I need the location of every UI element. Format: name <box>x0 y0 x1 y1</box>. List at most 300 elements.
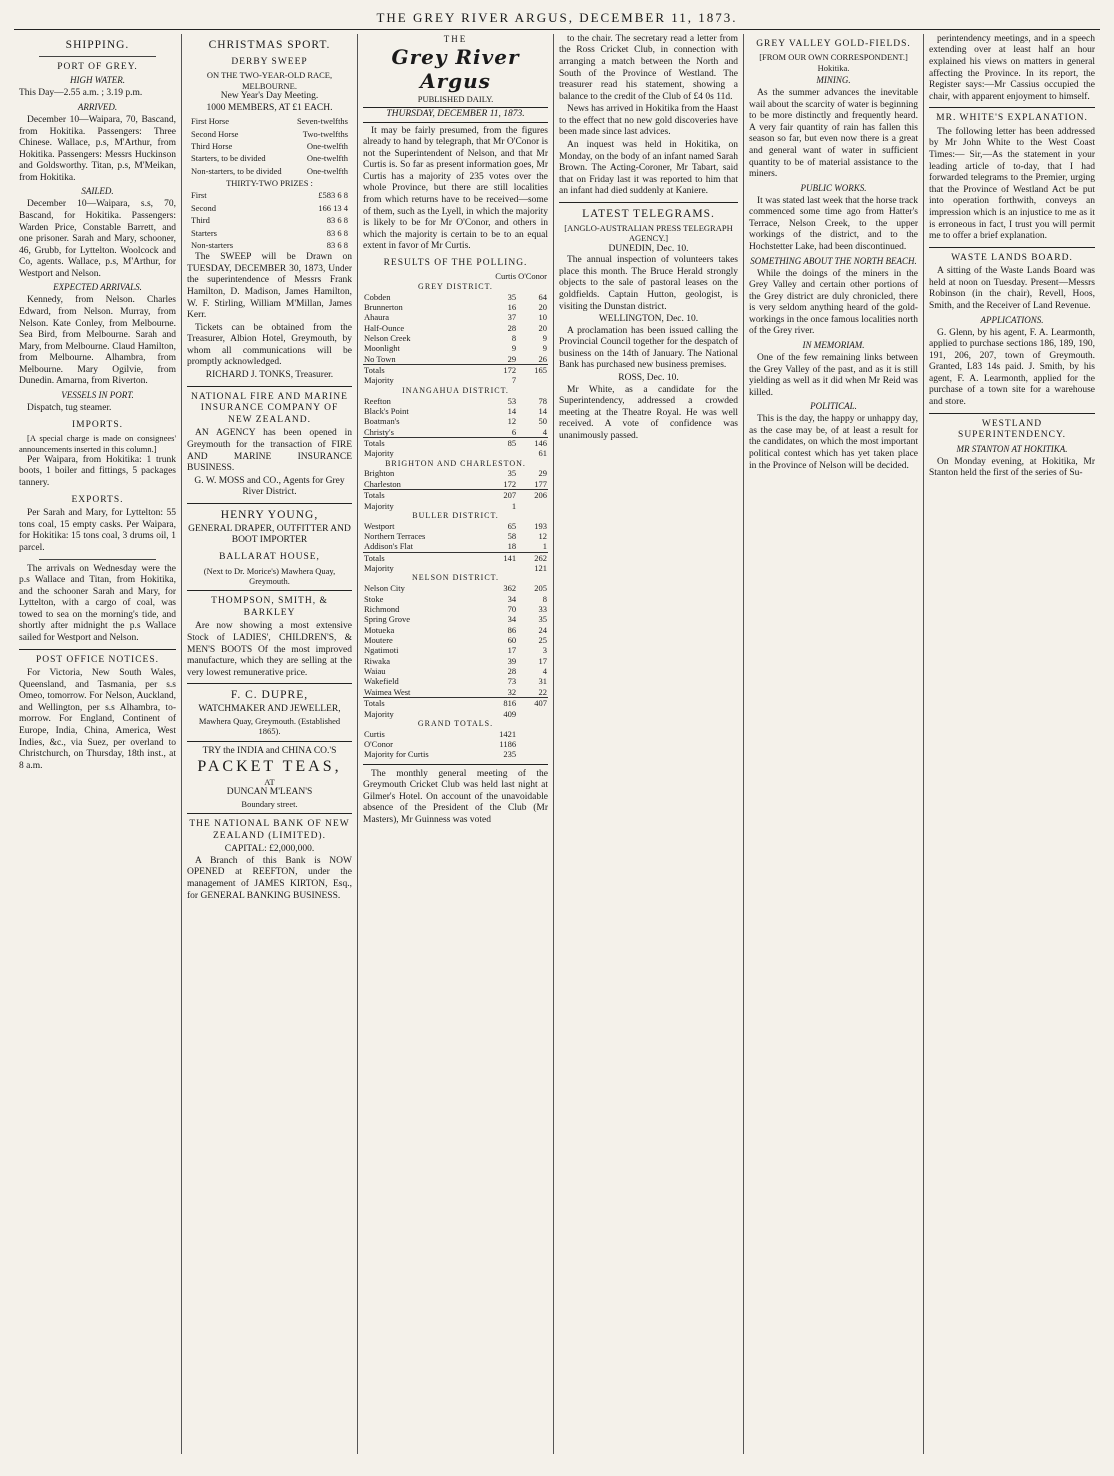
shipping-article: The arrivals on Wednesday were the p.s Wallace and Titan, from Hokitika, and the schooner Sarah and Mary, for Lyttelton, with a cargo of coal, was towed to sea on the morning's tide, and shortly after midnight the p.s Wallace sailed for Westport and Nelson. <box>19 563 176 643</box>
insurance-signature: G. W. MOSS and CO., Agents for Grey River District. <box>194 475 345 498</box>
imports-text: Per Waipara, from Hokitika: 1 trunk boots, 1 boiler and fittings, 5 packages tannery. <box>19 454 176 489</box>
results-place: No Town <box>364 353 396 364</box>
results-place: Richmond <box>364 603 400 614</box>
results-place: Totals <box>363 438 487 449</box>
sweep-text: The SWEEP will be Drawn on TUESDAY, DECEMBER 30, 1873, Under the superintendence of Messrs Frank Hamilton, D. Madison, James Hamilton, W. F. Stirling, William M'Millan, James Kerr. <box>187 252 352 321</box>
memoriam-text: One of the few remaining links between the Grey Valley of the past, and as it is still yielding as well as it did when Mr Reid was killed. <box>749 353 918 398</box>
high-water-heading: HIGH WATER. <box>69 75 126 86</box>
dupre-subheading: WATCHMAKER AND JEWELLER, <box>198 704 341 715</box>
results-value: 14 <box>507 405 517 416</box>
results-value: 31 <box>538 676 547 687</box>
results-value: 32 <box>507 686 517 697</box>
results-value: 53 <box>507 395 517 406</box>
telegrams-subheading: [ANGLO-AUSTRALIAN PRESS TELEGRAPH AGENCY.] <box>564 222 733 244</box>
superintendency-continued: perintendency meetings, and in a speech extending over at least half an hour explained his views on matters in general affecting the Province. In its report, the Register says:—Mr Cassius occupied the chair, with apparent enjoyment to himself. <box>929 33 1095 102</box>
arrived-heading: ARRIVED. <box>77 102 118 112</box>
results-table <box>363 271 548 759</box>
young-house: BALLARAT HOUSE, <box>219 552 320 563</box>
results-value: 172 <box>503 478 517 489</box>
results-place: Black's Point <box>364 405 409 416</box>
prize-row: Starters, to be divided One-twelfth <box>191 153 348 164</box>
ross-text: Mr White, as a candidate for the Superintendency, addressed a crowded meeting at the Theatre Royal. He was well received. A vote of confidence was unanimously passed. <box>559 384 738 441</box>
vessels-text: Dispatch, tug steamer. <box>27 403 112 414</box>
results-value: 17 <box>507 645 517 656</box>
tea-headline: PACKET TEAS, <box>197 758 342 776</box>
leader-date: THURSDAY, DECEMBER 11, 1873. <box>363 107 548 123</box>
results-value: 58 <box>507 531 517 542</box>
sweep-text-2: Tickets can be obtained from the Treasurer, Albion Hotel, Greymouth, by whom all communications will be promptly acknowledged. <box>187 322 352 368</box>
results-value: 85 <box>487 438 517 449</box>
port-heading: PORT OF GREY. <box>57 61 138 72</box>
results-place: Brunnerton <box>364 301 403 312</box>
results-row <box>363 563 548 573</box>
results-value <box>517 739 548 749</box>
results-row <box>363 698 548 709</box>
results-value: 193 <box>534 520 547 531</box>
results-value <box>487 448 517 458</box>
results-place: Northern Terraces <box>364 531 426 542</box>
results-value: 12 <box>507 416 517 427</box>
divider <box>39 56 156 57</box>
results-value: 207 <box>487 490 517 501</box>
results-row <box>363 614 548 624</box>
results-row <box>363 375 548 385</box>
derby-heading: DERBY SWEEP <box>231 56 308 67</box>
results-row <box>363 406 548 416</box>
results-value: 1 <box>511 500 517 511</box>
results-place: Charleston <box>364 478 401 489</box>
wellington-text: A proclamation has been issued calling the Provincial Council together for the despatch of business on the 14th of January. The National Bank has purchased new business premises. <box>559 325 738 371</box>
prize-row: Second 166 13 4 <box>191 202 348 213</box>
results-row <box>363 396 548 406</box>
north-beach-heading: SOMETHING ABOUT THE NORTH BEACH. <box>750 255 917 266</box>
results-row <box>363 312 548 322</box>
results-value: 362 <box>503 583 517 594</box>
results-row <box>363 666 548 676</box>
ross-dateline: ROSS, Dec. 10. <box>618 373 679 384</box>
goldfields-dateline: Hokitika. <box>817 62 850 73</box>
results-value: 4 <box>542 666 547 677</box>
results-place: Reefton <box>364 395 391 406</box>
waste-lands-text: A sitting of the Waste Lands Board was held at noon on Tuesday. Present—Messrs Robinson (in the chair), Revell, Hoos, Smith, and the Receiver of Land Revenue. <box>929 266 1095 311</box>
results-row <box>363 531 548 541</box>
prize-row: Non-starters, to be divided One-twelfth <box>191 165 348 176</box>
results-place: Addison's Flat <box>364 541 413 552</box>
results-value: 14 <box>538 405 547 416</box>
applications-heading: APPLICATIONS. <box>980 314 1044 325</box>
results-value: 205 <box>534 583 547 594</box>
results-value: 34 <box>507 593 517 604</box>
results-place: Brighton <box>364 468 395 479</box>
results-row <box>363 333 548 343</box>
results-value: 177 <box>534 478 547 489</box>
political-text: This is the day, the happy or unhappy day, as the case may be, of at least a result for the candidates, on which the most important political contest which has yet taken place in the Province of Nelson will be decided. <box>749 414 918 471</box>
results-value: 9 <box>511 343 517 354</box>
derby-members: 1000 MEMBERS, AT £1 EACH. <box>206 102 333 113</box>
results-value: 73 <box>507 676 517 687</box>
results-value: 816 <box>487 698 517 709</box>
results-place: Ahaura <box>364 312 390 323</box>
results-place: Christy's <box>364 426 394 437</box>
results-value: 20 <box>538 301 547 312</box>
goldfields-subheading: [FROM OUR OWN CORRESPONDENT.] <box>759 52 908 63</box>
results-place: O'Conor <box>364 739 393 749</box>
results-group-label: NELSON DISTRICT. <box>412 573 499 583</box>
results-value: 141 <box>487 552 517 563</box>
results-value <box>517 375 548 385</box>
page-header: THE GREY RIVER ARGUS, DECEMBER 11, 1873. <box>14 10 1100 30</box>
results-value: 29 <box>538 468 547 479</box>
cricket-continued: to the chair. The secretary read a letter from the Ross Cricket Club, in connection with arranging a match between the North and South of the Province of Westland. The treasurer read his statement, showing a balance to the credit of the Club of £4 0s 11d. <box>559 33 738 102</box>
dupre-address: Mawhera Quay, Greymouth. (Established 1865). <box>198 715 341 737</box>
results-value: 10 <box>538 312 547 323</box>
results-value: 28 <box>507 666 517 677</box>
results-group-label: BULLER DISTRICT. <box>412 510 499 520</box>
results-place: Spring Grove <box>364 614 411 625</box>
tea-at: AT <box>264 776 275 787</box>
dunedin-dateline: DUNEDIN, Dec. 10. <box>608 243 689 254</box>
results-value: 1186 <box>499 739 517 749</box>
results-value: 7 <box>511 375 517 386</box>
masthead-the: THE <box>443 33 468 44</box>
divider <box>929 107 1095 108</box>
masthead-published: PUBLISHED DAILY. <box>417 93 494 104</box>
results-value <box>517 709 548 719</box>
divider <box>39 559 156 560</box>
results-row <box>363 490 548 501</box>
results-row <box>363 365 548 376</box>
results-value: 146 <box>517 438 548 449</box>
column-2 <box>182 34 358 1454</box>
results-group-label: GRAND TOTALS. <box>417 718 494 728</box>
haast-news: News has arrived in Hokitika from the Haast to the effect that no new gold discoveries have been made since last advices. <box>559 104 738 138</box>
dupre-heading: F. C. DUPRE, <box>230 689 309 702</box>
results-value: 24 <box>538 624 547 635</box>
divider <box>363 764 548 765</box>
telegrams-heading: LATEST TELEGRAMS. <box>582 207 715 220</box>
tea-address: Boundary street. <box>241 798 298 809</box>
results-row <box>363 594 548 604</box>
exports-text: Per Sarah and Mary, for Lyttelton: 55 tons coal, 15 empty casks. Per Waipara, for Hokitika: 15 tons coal, 3 drums oil, 1 parcel. <box>19 508 176 553</box>
stanton-text: On Monday evening, at Hokitika, Mr Stanton held the first of the series of Su- <box>929 456 1095 479</box>
results-row <box>363 343 548 353</box>
divider <box>187 813 352 814</box>
column-5 <box>744 34 924 1454</box>
results-place: Majority for Curtis <box>364 749 429 760</box>
results-value: 409 <box>503 708 517 719</box>
results-place: Majority <box>364 448 394 459</box>
results-value: 28 <box>507 322 517 333</box>
prize-row: Third Horse One-twelfth <box>191 141 348 152</box>
results-row <box>363 645 548 655</box>
results-place: Nelson City <box>364 583 405 594</box>
superintendency-heading: WESTLAND SUPERINTENDENCY. <box>958 418 1066 441</box>
memoriam-heading: IN MEMORIAM. <box>802 340 865 351</box>
results-value: 6 <box>511 426 517 437</box>
applications-text: G. Glenn, by his agent, F. A. Learmonth, applied to purchase sections 186, 189, 190, 191, 206, 207, town of Greymouth. Granted, L83 14s paid. J. Smith, by his agent, F. A. Learmonth, applied for the purchase of a town site for a warehouse and store. <box>929 327 1095 408</box>
masthead-title: Grey River Argus <box>391 44 520 94</box>
results-row <box>363 729 548 739</box>
public-works-heading: PUBLIC WORKS. <box>800 182 867 193</box>
results-row <box>363 292 548 302</box>
high-water-text: This Day—2.55 a.m. ; 3.19 p.m. <box>19 88 143 99</box>
results-place: Totals <box>363 365 487 376</box>
results-place: Wakefield <box>364 676 399 687</box>
tea-line: TRY the INDIA and CHINA CO.'S <box>202 745 337 756</box>
results-value: 39 <box>507 655 517 666</box>
results-row <box>363 604 548 614</box>
results-value: 35 <box>538 614 547 625</box>
results-value: 8 <box>542 593 547 604</box>
results-place: Half-Ounce <box>364 322 405 333</box>
divider <box>187 590 352 591</box>
results-value: 60 <box>507 635 517 646</box>
white-explanation-heading: MR. WHITE'S EXPLANATION. <box>936 113 1088 124</box>
young-address: (Next to Dr. Morice's) Mawhera Quay, Greymouth. <box>203 565 336 586</box>
results-row <box>363 583 548 593</box>
results-value <box>517 501 548 511</box>
results-value: 16 <box>507 301 517 312</box>
arrived-text: December 10—Waipara, 70, Bascand, from Hokitika. Passengers: Three Chinese. Wallace, p.s, M'Arthur, from Hokitika. Passengers: Messrs Huckinson and Goldsworthy. Titan, p.s, M'Meikan, from Hokitika. <box>19 114 176 183</box>
results-place: Ngatimoti <box>364 645 399 656</box>
results-value: 172 <box>487 365 517 376</box>
white-explanation-text: The following letter has been addressed by Mr John White to the West Coast Times:— Sir,—As the statement in your leading article of to-day, that I had forwarded telegrams to the Premier, urging that the Province of Westland Act be put into operation forthwith, conveys an impression which is an injustice to me as it is erroneous in fact, I trust you will permit me to offer a brief explanation. <box>929 126 1095 242</box>
results-group-label: GREY DISTRICT. <box>418 281 493 291</box>
results-value: 65 <box>507 520 517 531</box>
results-row <box>363 323 548 333</box>
column-1 <box>14 34 182 1454</box>
thirty-two-prizes-heading: THIRTY-TWO PRIZES : <box>226 178 313 189</box>
results-value: 206 <box>517 490 548 501</box>
exports-heading: EXPORTS. <box>71 494 124 505</box>
results-value: 37 <box>507 312 517 323</box>
prize-row: Non-starters 83 6 8 <box>191 239 348 250</box>
results-group-row <box>363 511 548 521</box>
results-value: 61 <box>538 448 547 459</box>
results-value <box>517 749 548 759</box>
results-col-oconor: O'Conor <box>518 271 547 282</box>
sport-heading: CHRISTMAS SPORT. <box>208 38 331 51</box>
results-row <box>363 656 548 666</box>
results-value: 22 <box>538 686 547 697</box>
post-office-text: For Victoria, New South Wales, Queensland, and Tasmania, per s.s Omeo, tomorrow. For Nelson, Auckland, and Wellington, per s.s Alhambra, to-morrow. For England, Continent of Europe, India, China, America, West Indies, &c., via Suez, per overland to Christchurch, on Thursday, 18th inst., at 8 a.m. <box>19 668 176 771</box>
mining-heading: MINING. <box>816 75 851 86</box>
results-group-label: BRIGHTON AND CHARLESTON. <box>385 458 526 468</box>
young-subheading: GENERAL DRAPER, OUTFITTER AND BOOT IMPORTER <box>188 523 351 546</box>
results-value: 262 <box>517 552 548 563</box>
results-value: 26 <box>538 353 547 364</box>
column-6 <box>924 34 1100 1454</box>
results-place: Moonlight <box>364 343 400 354</box>
results-col-curtis: Curtis <box>495 271 517 282</box>
results-place: Curtis <box>364 728 385 739</box>
results-value: 50 <box>538 416 547 427</box>
results-place: Totals <box>363 552 487 563</box>
results-value: 165 <box>517 365 548 376</box>
results-row <box>363 625 548 635</box>
tsb-text: Are now showing a most extensive Stock of LADIES', CHILDREN'S, & MEN'S BOOTS Of the most improved manufacture, which they are selling at the very lowest remunerative price. <box>187 621 352 678</box>
results-place: Waiau <box>364 666 386 677</box>
results-value <box>487 563 517 573</box>
results-group-row <box>363 386 548 396</box>
results-row <box>363 709 548 719</box>
sailed-heading: SAILED. <box>81 186 114 197</box>
results-group-row <box>363 719 548 729</box>
results-place: Nelson Creek <box>364 333 411 344</box>
wellington-dateline: WELLINGTON, Dec. 10. <box>598 314 699 325</box>
divider <box>19 649 176 650</box>
results-row <box>363 501 548 511</box>
shipping-heading: SHIPPING. <box>65 38 130 51</box>
results-place: Totals <box>363 490 487 501</box>
divider <box>929 413 1095 414</box>
results-place: Westport <box>364 520 395 531</box>
results-value: 12 <box>538 531 547 542</box>
results-value: 9 <box>542 333 547 344</box>
columns <box>14 34 1100 1454</box>
results-header-row <box>363 271 548 281</box>
results-value: 3 <box>542 645 547 656</box>
results-place: Stoke <box>364 593 384 604</box>
north-beach-text: While the doings of the miners in the Grey Valley and certain other portions of the Grey district are duly chronicled, there is very seldom anything heard of the gold-workings in the once famous localities north of the Grey river. <box>749 268 918 337</box>
results-row <box>363 416 548 426</box>
results-value: 407 <box>517 698 548 709</box>
results-row <box>363 749 548 759</box>
tea-shop: DUNCAN M'LEAN'S <box>226 787 313 798</box>
results-value: 29 <box>507 353 517 364</box>
results-value: 121 <box>534 563 547 574</box>
imports-heading: IMPORTS. <box>72 419 123 430</box>
derby-subheading: ON THE TWO-YEAR-OLD RACE, MELBOURNE. <box>206 70 333 91</box>
stanton-heading: MR STANTON AT HOKITIKA. <box>956 443 1068 454</box>
results-heading: RESULTS OF THE POLLING. <box>383 257 528 268</box>
results-place: Boatman's <box>364 416 400 427</box>
divider <box>559 202 738 203</box>
results-place: Waimea West <box>364 686 411 697</box>
results-value: 17 <box>538 655 547 666</box>
results-value: 4 <box>542 426 547 437</box>
tsb-heading: THOMPSON, SMITH, & BARKLEY <box>211 596 328 618</box>
results-value: 18 <box>507 541 517 552</box>
results-row <box>363 687 548 698</box>
divider <box>187 741 352 742</box>
results-value: 35 <box>507 291 517 302</box>
results-value: 35 <box>507 468 517 479</box>
prize-row: Second Horse Two-twelfths <box>191 128 348 139</box>
leader-text: It may be fairly presumed, from the figures already to hand by telegraph, that Mr O'Conor is not the Superintendent of Nelson, and that Mr Curtis is. So far as present information goes, Mr Curtis has a majority of 235 votes over the whole Province, but there are still localities from which returns have to be received—some of them, such as the Lyell, in which the majority is likely to be for Mr O'Conor, and others in which the majority is certain to be to an equal extent in favor of Mr Curtis. <box>363 125 548 252</box>
results-row <box>363 521 548 531</box>
prize-row: Third 83 6 8 <box>191 215 348 226</box>
mining-text: As the summer advances the inevitable wail about the scarcity of water is beginning to be more distinctly and frequently heard. A very fair quantity of rain has fallen this season so far, but even now there is a great and general want of water in sufficient quantity to be of material assistance to the miners. <box>749 88 918 180</box>
results-row <box>363 302 548 312</box>
young-heading: HENRY YOUNG, <box>220 508 319 521</box>
results-value: 64 <box>538 291 547 302</box>
bank-heading: THE NATIONAL BANK OF NEW ZEALAND (LIMITED). <box>189 819 350 841</box>
results-row <box>363 427 548 438</box>
column-3 <box>358 34 554 1454</box>
results-row <box>363 479 548 490</box>
results-row <box>363 448 548 458</box>
results-group-row <box>363 573 548 583</box>
results-row <box>363 354 548 365</box>
results-group-label: INANGAHUA DISTRICT. <box>402 385 509 395</box>
results-place: Riwaka <box>364 655 390 666</box>
results-value <box>517 729 548 739</box>
results-value: 1 <box>542 541 547 552</box>
results-value: 20 <box>538 322 547 333</box>
insurance-heading: NATIONAL FIRE AND MARINE INSURANCE COMPANY OF NEW ZEALAND. <box>191 391 348 425</box>
results-value: 25 <box>538 635 547 646</box>
results-row <box>363 676 548 686</box>
bank-text: A Branch of this Bank is NOW OPENED at REEFTON, under the management of JAMES KIRTON, Esq., for GENERAL BANKING BUSINESS. <box>187 855 352 901</box>
results-place: Cobden <box>364 291 391 302</box>
goldfields-heading: GREY VALLEY GOLD-FIELDS. <box>756 38 911 49</box>
prize-row: First £583 6 8 <box>191 190 348 201</box>
results-value: 78 <box>538 395 547 406</box>
sweep-signature: RICHARD J. TONKS, Treasurer. <box>205 370 334 381</box>
results-value: 1421 <box>499 728 517 739</box>
divider <box>929 247 1095 248</box>
sailed-text: December 10—Waipara, s.s, 70, Bascand, for Hokitika. Passengers: Warden Price, Constable Barrett, and one prisoner. Sarah and Mary, schooner, 46, Grubb, for Lyttelton. Woolcock and Co, agents. Wallace, p.s, M'Arthur, for Westport and Nelson. <box>19 199 176 279</box>
results-value: 9 <box>542 343 547 354</box>
divider <box>187 386 352 387</box>
expected-text: Kennedy, from Nelson. Charles Edward, from Nelson. Murray, from Nelson. Kate Conley, from Melbourne. Sea Bird, from Melbourne. Sarah and Mary, from Melbourne. Claud Hamilton, from Melbourne. Alhambra, from Melbourne. Mary Ogilvie, from Dunedin. Amarna, from Riverton. <box>19 295 176 387</box>
vessels-heading: VESSELS IN PORT. <box>61 390 134 401</box>
results-body <box>363 282 548 760</box>
results-row <box>363 635 548 645</box>
results-row <box>363 438 548 449</box>
results-place: Motueka <box>364 624 395 635</box>
results-group-row <box>363 282 548 292</box>
imports-note: [A special charge is made on consignees' announcements inserted in this column.] <box>19 433 176 454</box>
results-value: 235 <box>503 749 517 760</box>
results-place: Totals <box>363 698 487 709</box>
insurance-text: AN AGENCY has been opened in Greymouth for the transaction of FIRE AND MARINE INSURANCE BUSINESS. <box>187 428 352 474</box>
results-place: Majority <box>364 708 394 719</box>
results-row <box>363 541 548 552</box>
results-row <box>363 468 548 478</box>
results-place: Majority <box>364 500 394 511</box>
derby-date: New Year's Day Meeting. <box>220 91 319 102</box>
results-value: 86 <box>507 624 517 635</box>
divider <box>187 683 352 684</box>
cricket-club-text: The monthly general meeting of the Greymouth Cricket Club was held last night at Gilmer's Hotel. On account of the unavoidable absence of the President of the Club (Mr Masters), Mr Guinness was voted <box>363 768 548 826</box>
dunedin-text: The annual inspection of volunteers takes place this month. The Bruce Herald strongly objects to the sale of pastoral leases on the goldfields. Captain Hutton, geologist, is visiting the Dunstan district. <box>559 255 738 312</box>
prize-row: First Horse Seven-twelfths <box>191 116 348 127</box>
results-row <box>363 739 548 749</box>
results-place: Majority <box>364 563 394 574</box>
prize-row: Starters 83 6 8 <box>191 227 348 238</box>
results-value: 8 <box>511 333 517 344</box>
results-value: 33 <box>538 603 547 614</box>
column-4 <box>554 34 744 1454</box>
inquest-news: An inquest was held in Hokitika, on Monday, on the body of an infant named Sarah Brown. The Acting-Coroner, Mr Tabart, said that on Friday last it was reported to him that an infant had died suddenly at Kaniere. <box>559 140 738 197</box>
bank-capital: CAPITAL: £2,000,000. <box>224 844 315 855</box>
thirty-two-prizes-table <box>187 188 352 252</box>
results-value: 70 <box>507 603 517 614</box>
divider <box>187 503 352 504</box>
results-group-row <box>363 459 548 469</box>
results-value: 34 <box>507 614 517 625</box>
results-place: Moutere <box>364 635 393 646</box>
results-place: Majority <box>364 375 394 386</box>
political-heading: POLITICAL. <box>810 401 857 412</box>
post-office-heading: POST OFFICE NOTICES. <box>35 654 160 665</box>
results-row <box>363 552 548 563</box>
waste-lands-heading: WASTE LANDS BOARD. <box>951 252 1073 263</box>
expected-heading: EXPECTED ARRIVALS. <box>53 282 142 293</box>
public-works-text: It was stated last week that the horse track commenced some time ago from Hatter's Terrace, Nelson Creek, to the upper workings of the district, and to the Hochstetter Lake, had been discontinued. <box>749 195 918 253</box>
